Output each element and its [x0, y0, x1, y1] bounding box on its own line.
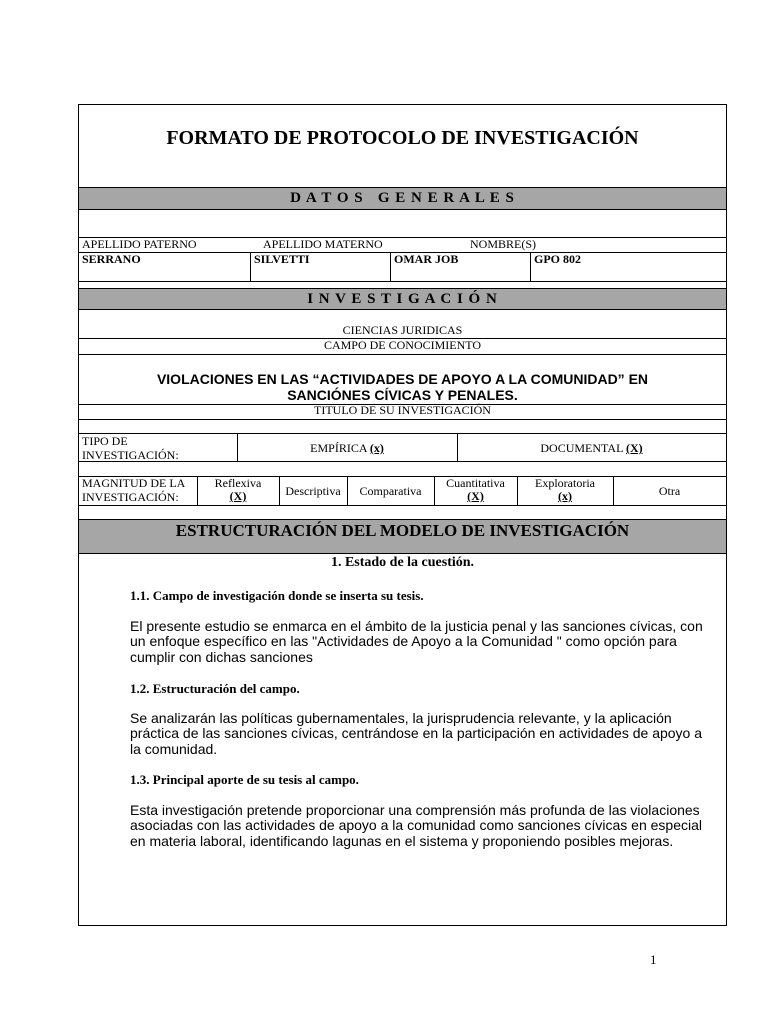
- exploratoria-mark: (x): [558, 489, 572, 503]
- section-1-1-line-3: cumplir con dichas sanciones: [130, 649, 313, 665]
- magnitud-reflexiva: Reflexiva (X): [197, 477, 279, 503]
- tipo-documental: DOCUMENTAL (X): [540, 441, 643, 455]
- datos-generales-header: [79, 188, 726, 209]
- label-nombre: NOMBRE(S): [470, 237, 537, 251]
- section-1-2-heading: 1.2. Estructuración del campo.: [130, 681, 300, 696]
- value-grupo: GPO 802: [534, 252, 581, 266]
- label-apellido-paterno: APELLIDO PATERNO: [82, 237, 197, 251]
- magnitud-exploratoria: Exploratoria (x): [517, 477, 613, 503]
- section-1-1-heading: 1.1. Campo de investigación donde se inserta su tesis.: [130, 588, 424, 603]
- page-title: FORMATO DE PROTOCOLO DE INVESTIGACIÓN: [166, 127, 639, 149]
- section-1-1-line-1: El presente estudio se enmarca en el ámbito de la justicia penal y las sanciones cívicas, con: [130, 618, 703, 634]
- magnitud-otra: Otra: [658, 484, 681, 498]
- value-apellido-paterno: SERRANO: [82, 252, 141, 266]
- section-1-3-line-3: en materia laboral, identificando lagunas en el sistema y proponiendo posibles mejoras.: [130, 833, 674, 849]
- section-1-2-line-2: práctica de las sanciones cívicas, centrándose en la participación en actividades de apoyo a: [130, 725, 703, 741]
- label-apellido-materno: APELLIDO MATERNO: [263, 237, 383, 251]
- magnitud-cuantitativa: Cuantitativa (X): [434, 477, 517, 503]
- research-title-label: TITULO DE SU INVESTIGACIÓN: [314, 403, 491, 417]
- campo-label: CAMPO DE CONOCIMIENTO: [323, 338, 482, 352]
- section-1-3-line-1: Esta investigación pretende proporcionar una comprensión más profunda de las violaciones: [130, 802, 700, 818]
- magnitud-comparativa: Comparativa: [359, 484, 422, 498]
- section-1-2-line-3: la comunidad.: [130, 741, 218, 757]
- tipo-label-2: INVESTIGACIÓN:: [82, 448, 179, 462]
- protocol-form: [78, 104, 727, 926]
- tipo-label-1: TIPO DE: [82, 434, 128, 448]
- campo-value: CIENCIAS JURIDICAS: [342, 323, 463, 337]
- section-1-3-line-2: asociadas con las actividades de apoyo a la comunidad como sanciones cívicas en especial: [130, 817, 703, 833]
- magnitud-descriptiva: Descriptiva: [285, 484, 341, 498]
- section-1-2-line-1: Se analizarán las políticas gubernamentales, la jurisprudencia relevante, y la aplicación: [130, 710, 672, 726]
- documental-mark: (X): [625, 441, 643, 455]
- empirica-mark: (x): [369, 441, 384, 455]
- section-1-1-line-2: un enfoque específico en las "Actividades de Apoyo a la Comunidad " como opción para: [130, 633, 677, 649]
- reflexiva-mark: (X): [229, 489, 247, 503]
- estructuracion-header: [79, 520, 726, 553]
- cuantitativa-mark: (X): [467, 489, 484, 503]
- section-1-3-heading: 1.3. Principal aporte de su tesis al campo.: [130, 772, 359, 787]
- page-number: 1: [650, 952, 657, 967]
- datos-generales-title: D A T O S G E N E R A L E S: [290, 190, 515, 206]
- investigacion-header: [79, 289, 726, 309]
- estructuracion-title: ESTRUCTURACIÓN DEL MODELO DE INVESTIGACIÓN: [175, 521, 630, 540]
- magnitud-label-1: MAGNITUD DE LA: [82, 476, 186, 490]
- research-title-line-2: SANCIÓNES CÍVICAS Y PENALES.: [287, 387, 518, 403]
- section-title: 1. Estado de la cuestión.: [330, 555, 475, 570]
- investigacion-title: I N V E S T I G A C I Ó N: [307, 291, 498, 307]
- research-title-line-1: VIOLACIONES EN LAS “ACTIVIDADES DE APOYO A LA COMUNIDAD” EN: [156, 371, 649, 387]
- tipo-empirica: EMPÍRICA (x): [310, 441, 384, 455]
- magnitud-label-2: INVESTIGACIÓN:: [82, 490, 179, 504]
- value-apellido-materno: SILVETTI: [254, 252, 310, 266]
- value-nombre: OMAR JOB: [394, 252, 459, 266]
